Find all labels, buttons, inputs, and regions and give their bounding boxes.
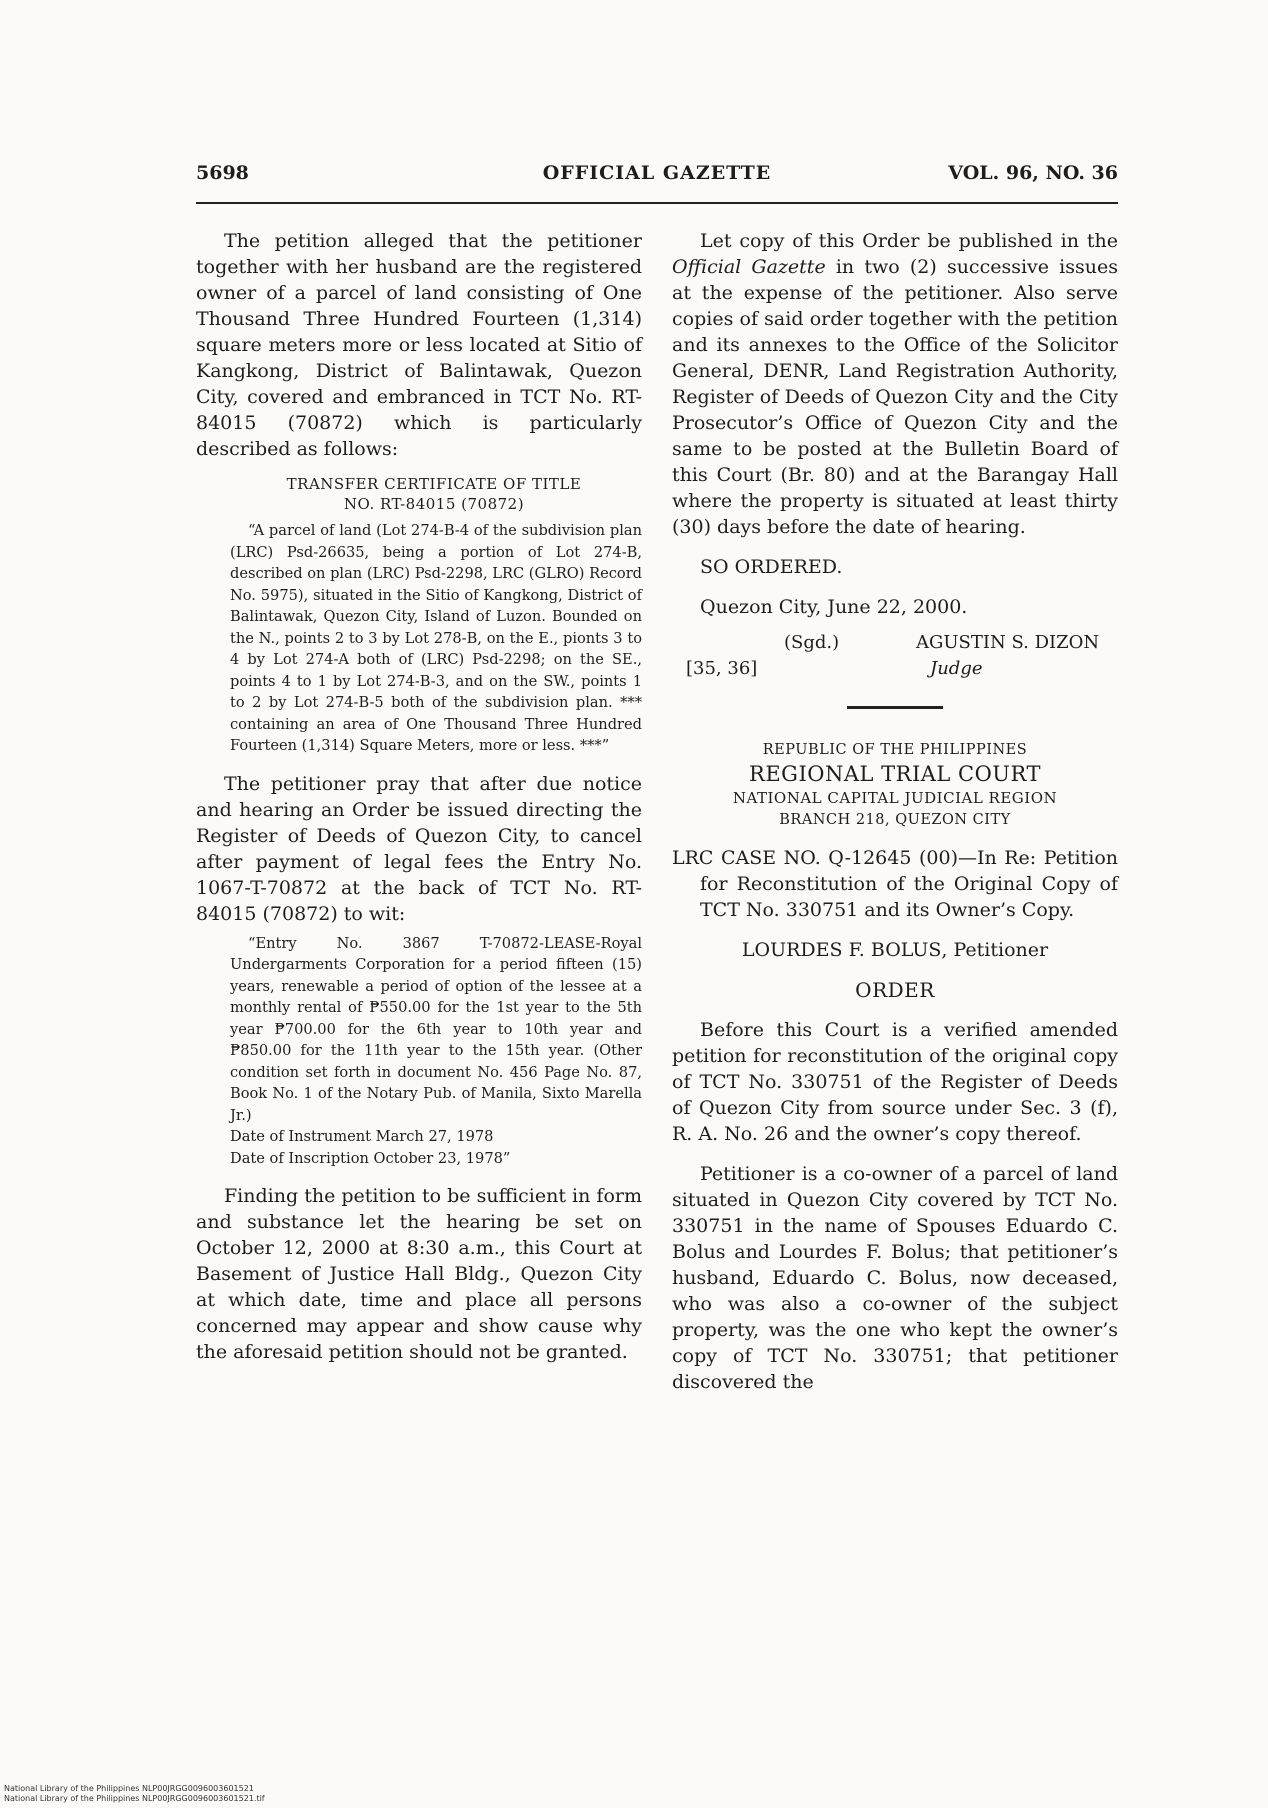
case-number: LRC CASE NO. Q-12645 (00) <box>672 847 958 869</box>
paragraph: The petition alleged that the petitioner together with her husband are the registered owner of a parcel of land consisting of One Thousand Three Hundred Fourteen (1,314) square meters more or less located at Sitio of Kangkong, District of Balintawak, Quezon City, covered and embranced in TCT No. RT-84015 (70872) which is particularly described as follows: <box>196 230 642 460</box>
scan-footer <box>4 1784 265 1804</box>
paragraph: Before this Court is a verified amended petition for reconstitution of the original copy of TCT No. 330751 of the Register of Deeds of Quezon City from source under Sec. 3 (f), R. A. No. 26 and the owner’s copy thereof. <box>672 1019 1118 1145</box>
date-place: Quezon City, June 22, 2000. <box>700 596 968 618</box>
page-number: 5698 <box>196 162 249 184</box>
case-title: —In Re: Petition for Reconstitution of the Original Copy of TCT No. 330751 and its Owner’s Copy. <box>700 847 1119 921</box>
court-heading <box>672 739 1118 831</box>
entry-quote <box>230 933 642 1170</box>
paragraph <box>672 228 1118 540</box>
footer-line: National Library of the Philippines NLP00JRGG0096003601521.tif <box>4 1794 265 1803</box>
petitioner-line <box>672 937 1118 963</box>
judge-title: Judge <box>930 658 983 679</box>
republic-line: REPUBLIC OF THE PHILIPPINES <box>762 742 1028 758</box>
case-caption <box>672 845 1118 923</box>
inscription-date: Date of Inscription October 23, 1978” <box>230 1149 511 1167</box>
right-column <box>672 228 1118 1395</box>
volume-number: VOL. 96, NO. 36 <box>948 162 1118 184</box>
paragraph: Finding the petition to be sufficient in form and substance let the hearing be set on October 12, 2000 at 8:30 a.m., this Court at Basement of Justice Hall Bldg., Quezon City at which date, time and place all persons concerned may appear and show cause why the aforesaid petition should not be granted. <box>196 1185 642 1363</box>
paragraph: The petitioner pray that after due notice and hearing an Order be issued directing the Register of Deeds of Quezon City, to cancel after payment of legal fees the Entry No. 1067-T-70872 at the back of TCT No. RT-84015 (70872) to wit: <box>196 772 642 925</box>
region-line: NATIONAL CAPITAL JUDICIAL REGION <box>732 789 1058 807</box>
tct-description-quote <box>230 520 642 757</box>
text-run: Let copy of this Order be published in the <box>700 230 1118 252</box>
branch-line: BRANCH 218, QUEZON CITY <box>779 812 1011 828</box>
signature-block <box>672 630 1118 682</box>
order-heading: ORDER <box>855 978 935 1002</box>
signed-mark: (Sgd.) <box>784 632 840 653</box>
judge-name: AGUSTIN S. DIZON <box>916 632 1100 653</box>
tct-heading <box>226 474 642 514</box>
header-rule <box>196 202 1118 204</box>
text-run: in two (2) successive issues at the expense of the petitioner. Also serve copies of said order together with the petition and its annexes to the Office of the Solicitor General, DENR, Land Registration Authority, Register of Deeds of Quezon City and the City Prosecutor’s Office of Quezon City and the same to be posted at the Bulletin Board of this Court (Br. 80) and at the Barangay Hall where the property is situated at least thirty (30) days before the date of hearing. <box>672 256 1118 538</box>
footer-line: National Library of the Philippines NLP00JRGG0096003601521 <box>4 1784 254 1793</box>
page-header <box>196 162 1118 190</box>
so-ordered: SO ORDERED. <box>700 556 843 578</box>
petitioner-name: LOURDES F. BOLUS <box>741 939 942 961</box>
petitioner-role: , Petitioner <box>941 939 1049 961</box>
instrument-date: Date of Instrument March 27, 1978 <box>230 1128 494 1145</box>
court-name: REGIONAL TRIAL COURT <box>749 762 1041 786</box>
left-column <box>196 228 642 1365</box>
quote-text: “A parcel of land (Lot 274-B-4 of the subdivision plan (LRC) Psd-26635, being a portion of Lot 274-B, described on plan (LRC) Psd-2298, LRC (GLRO) Record No. 5975), situated in the Sitio of Kangkong, District of Balintawak, Quezon City, Island of Luzon. Bounded on the N., points 2 to 3 by Lot 278-B, on the E., pionts 3 to 4 by Lot 274-A both of (LRC) Psd-2298; on the SE., points 4 to 1 by Lot 274-B-3, and on the SW., points 1 to 2 by Lot 274-B-5 both of the subdivision plan. *** containing an area of One Thousand Three Hundred Fourteen (1,314) Square Meters, more or less. ***” <box>230 522 643 754</box>
tct-heading-line: TRANSFER CERTIFICATE OF TITLE <box>286 475 582 493</box>
quote-text: “Entry No. 3867 T-70872-LEASE-Royal Undergarments Corporation for a period fifteen (15) years, renewable a period of option of the lessee at a monthly rental of ₱550.00 for the 1st year to the 5th year ₱700.00 for the 6th year to 10th year and ₱850.00 for the 11th year to the 15th year. (Other condition set forth in document No. 456 Page No. 87, Book No. 1 of the Notary Pub. of Manila, Sixto Marella Jr.) <box>230 934 642 1124</box>
section-divider <box>847 706 943 709</box>
gazette-name: Official Gazette <box>672 256 826 278</box>
tct-heading-line: NO. RT-84015 (70872) <box>343 495 525 513</box>
publication-title: OFFICIAL GAZETTE <box>542 162 772 184</box>
issue-refs: [35, 36] <box>686 658 758 679</box>
paragraph: Petitioner is a co-owner of a parcel of land situated in Quezon City covered by TCT No. 330751 in the name of Spouses Eduardo C. Bolus and Lourdes F. Bolus; that petitioner’s husband, Eduardo C. Bolus, now deceased, who was also a co-owner of the subject property, was the one who kept the owner’s copy of TCT No. 330751; that petitioner discovered the <box>672 1163 1118 1393</box>
